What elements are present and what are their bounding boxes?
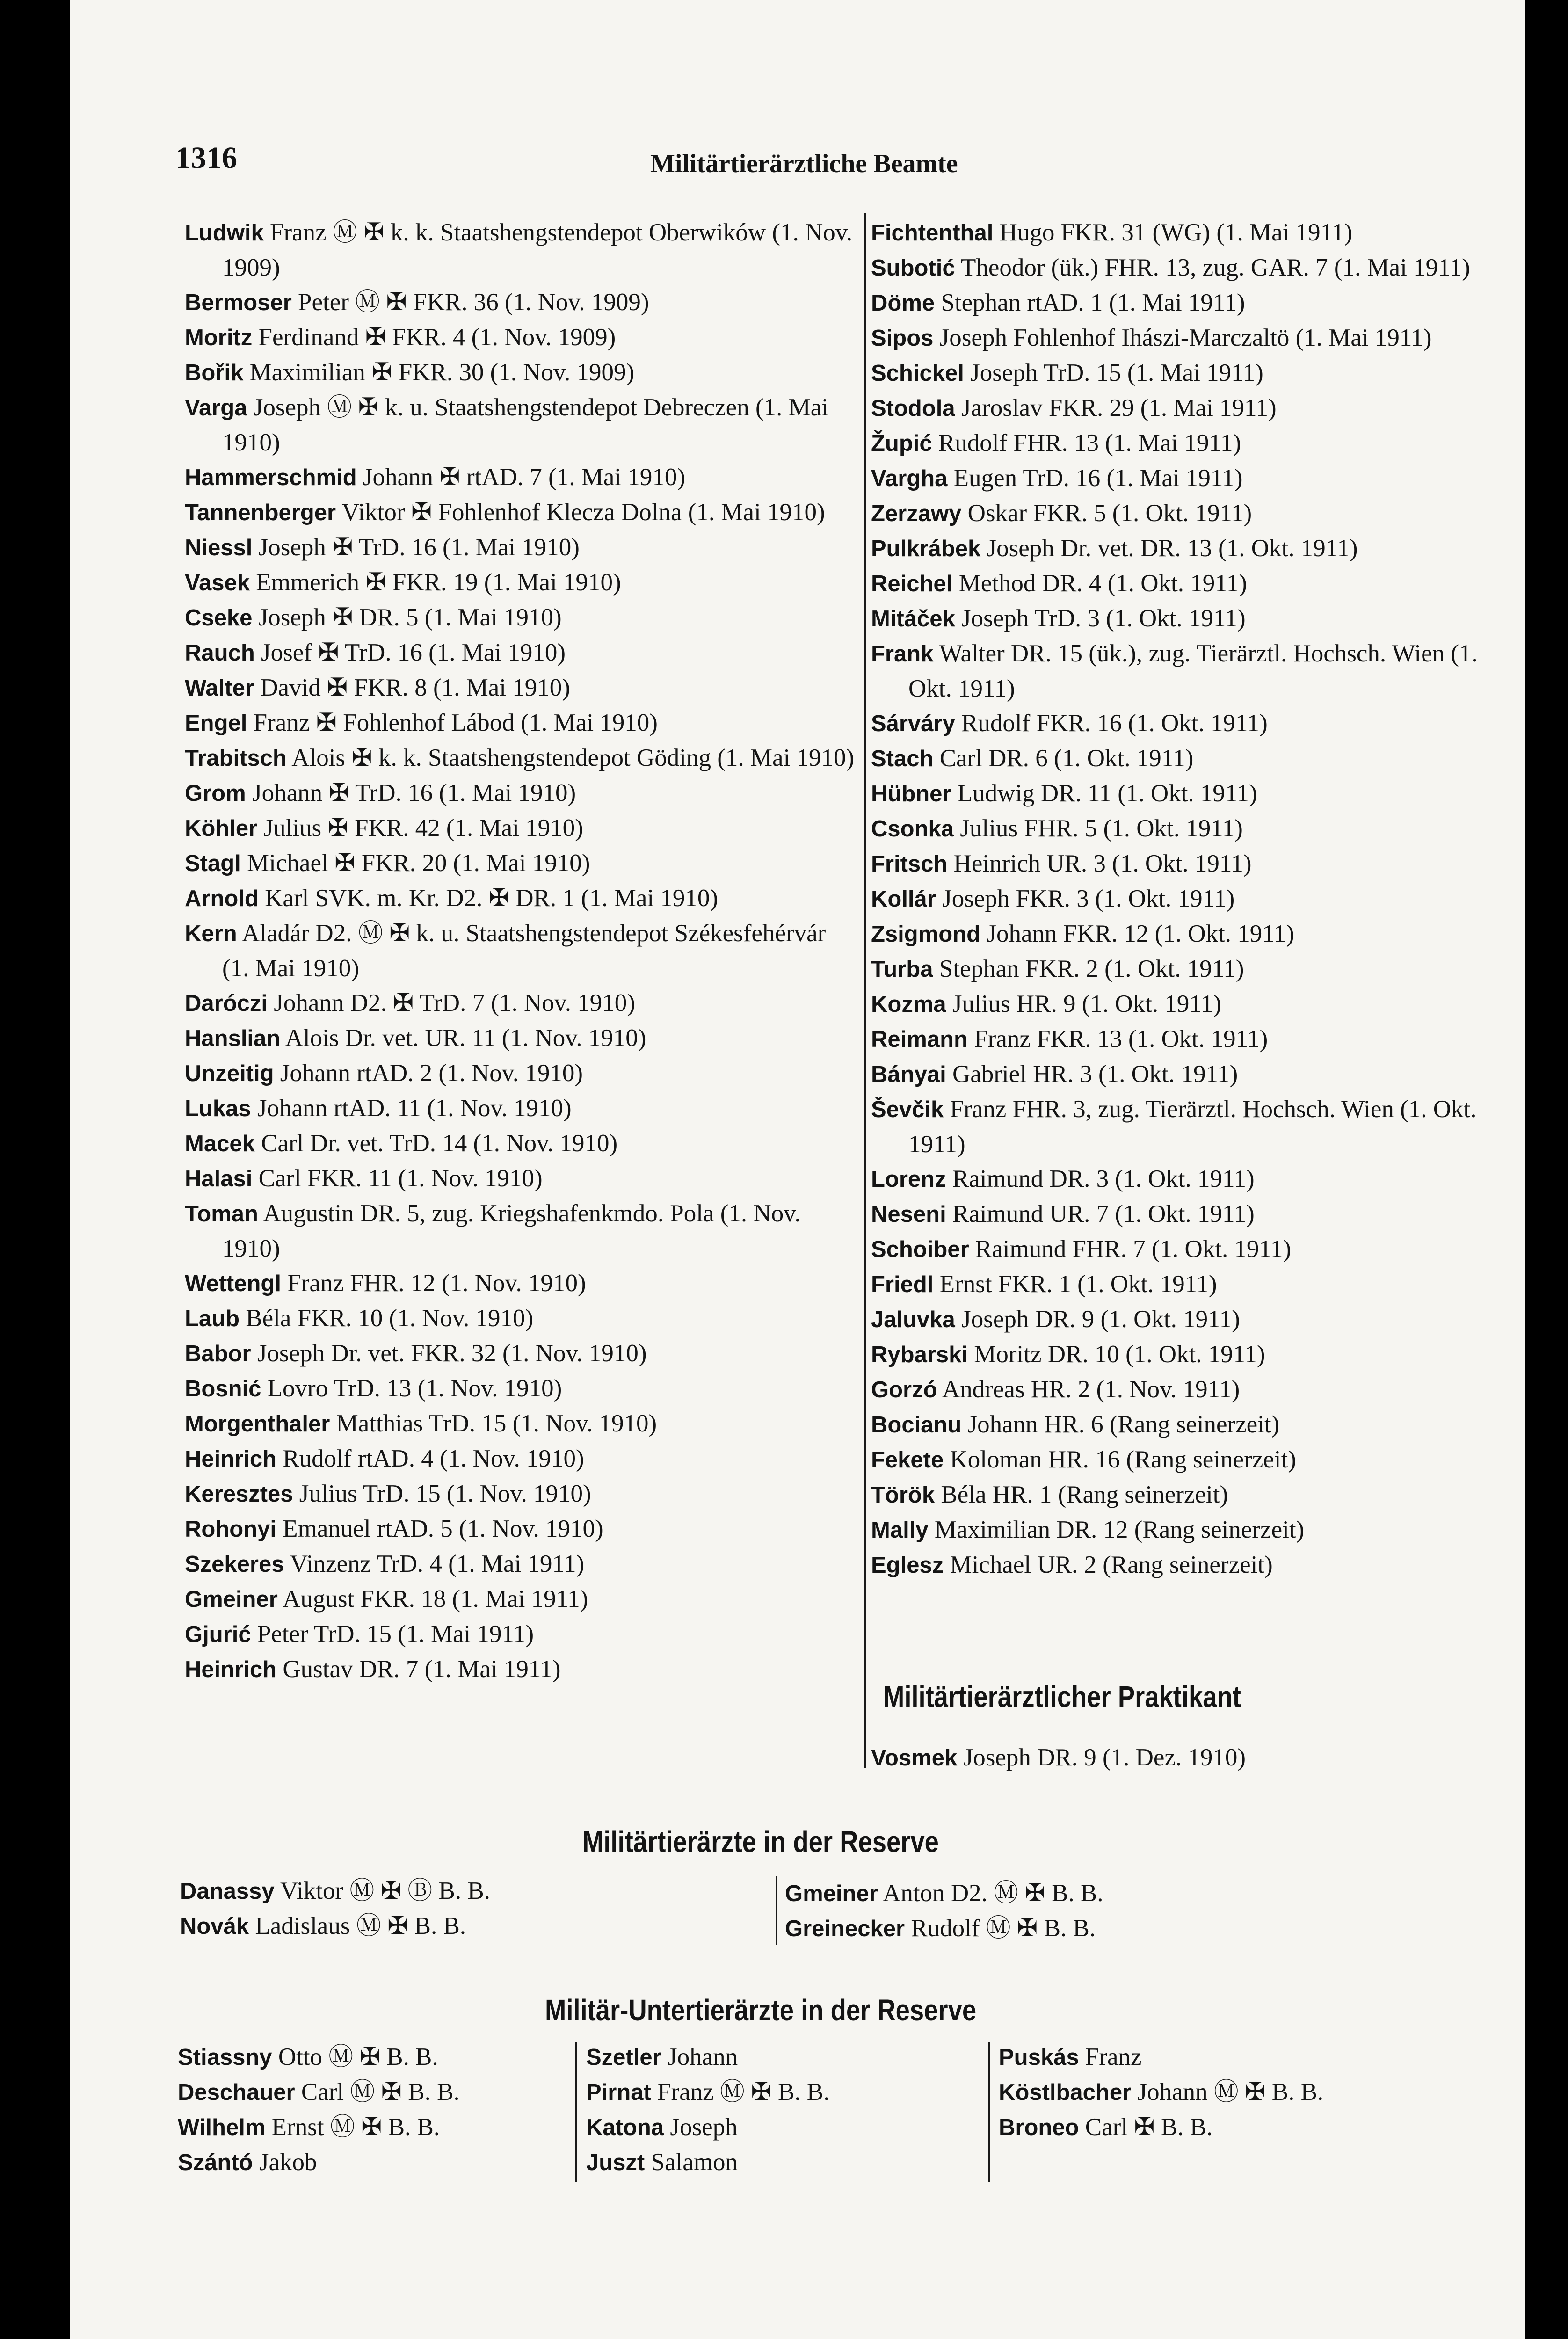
entry-details: Salamon (651, 2149, 738, 2176)
list-entry (185, 1371, 858, 1406)
entry-surname: Pirnat (586, 2080, 651, 2105)
list-entry (871, 1372, 1479, 1407)
list-entry (785, 1876, 1103, 1911)
entry-surname: Unzeitig (185, 1061, 274, 1086)
list-entry (871, 1197, 1479, 1232)
entry-details: Rudolf FHR. 13 (1. Mai 1911) (938, 429, 1241, 457)
list-entry (185, 1652, 858, 1687)
list-entry (185, 1056, 858, 1091)
list-entry (871, 566, 1479, 601)
entry-surname: Varga (185, 395, 247, 421)
unter-col1-list (178, 2040, 460, 2180)
entry-surname: Moritz (185, 325, 253, 350)
list-entry (871, 706, 1479, 741)
entry-details: Carl Dr. vet. TrD. 14 (1. Nov. 1910) (261, 1130, 618, 1157)
list-entry (185, 460, 858, 495)
entry-details: Béla HR. 1 (Rang seinerzeit) (941, 1481, 1228, 1508)
list-entry (185, 1476, 858, 1511)
unter-col3-list (999, 2040, 1354, 2145)
list-entry (871, 1092, 1479, 1162)
entry-surname: Hammerschmid (185, 465, 357, 490)
list-entry (785, 1911, 1103, 1946)
entry-surname: Halasi (185, 1166, 253, 1191)
list-entry (185, 215, 858, 285)
list-entry (185, 1266, 858, 1301)
list-entry (871, 952, 1479, 987)
entry-surname: Gorzó (871, 1377, 937, 1402)
list-entry (178, 2145, 460, 2180)
entry-surname: Reimann (871, 1027, 968, 1052)
entry-surname: Heinrich (185, 1446, 277, 1472)
list-entry (871, 461, 1479, 496)
entry-surname: Keresztes (185, 1482, 293, 1507)
list-entry (180, 1874, 490, 1909)
list-entry (185, 1126, 858, 1161)
entry-details: Eugen TrD. 16 (1. Mai 1911) (953, 465, 1243, 492)
entry-details: Koloman HR. 16 (Rang seinerzeit) (950, 1446, 1296, 1473)
entry-surname: Broneo (999, 2115, 1079, 2140)
entry-surname: Župić (871, 431, 932, 456)
list-entry (185, 881, 858, 916)
entry-details: Joseph DR. 9 (1. Dez. 1910) (963, 1744, 1246, 1771)
entry-details: Vinzenz TrD. 4 (1. Mai 1911) (290, 1550, 585, 1577)
list-entry (871, 356, 1479, 391)
entry-surname: Juszt (586, 2150, 645, 2175)
list-entry (185, 565, 858, 600)
entry-surname: Döme (871, 291, 935, 316)
entry-surname: Mally (871, 1518, 929, 1543)
list-entry (185, 320, 858, 355)
list-entry (871, 496, 1479, 531)
entry-surname: Zerzawy (871, 501, 962, 526)
list-entry (185, 390, 858, 460)
entry-details: Augustin DR. 5, zug. Kriegshafenkmdo. Pola (1. Nov. 1910) (222, 1200, 801, 1262)
list-entry (185, 1301, 858, 1336)
entry-surname: Grom (185, 781, 246, 806)
entry-surname: Fichtenthal (871, 220, 994, 246)
entry-details: Ernst FKR. 1 (1. Okt. 1911) (939, 1271, 1217, 1298)
list-entry (586, 2145, 829, 2180)
right-column (871, 215, 1479, 1583)
list-entry (999, 2040, 1354, 2075)
entry-surname: Sárváry (871, 711, 955, 736)
entry-details: Gabriel HR. 3 (1. Okt. 1911) (952, 1061, 1238, 1088)
list-entry (871, 916, 1479, 952)
entry-details: Joseph TrD. 3 (1. Okt. 1911) (961, 605, 1246, 632)
running-title: Militärtierärztliche Beamte (650, 149, 958, 178)
entry-details: Ferdinand ✠ FKR. 4 (1. Nov. 1909) (258, 324, 616, 351)
entry-surname: Csonka (871, 816, 954, 842)
entry-details: Method DR. 4 (1. Okt. 1911) (958, 570, 1247, 597)
entry-surname: Eglesz (871, 1553, 944, 1578)
entry-surname: Greinecker (785, 1916, 905, 1941)
entry-details: Rudolf rtAD. 4 (1. Nov. 1910) (283, 1445, 584, 1472)
entry-surname: Rybarski (871, 1342, 968, 1367)
list-entry (586, 2110, 829, 2145)
entry-details: Andreas HR. 2 (1. Nov. 1911) (942, 1376, 1240, 1403)
list-entry (185, 1441, 858, 1476)
entry-surname: Trabitsch (185, 746, 287, 771)
entry-surname: Reichel (871, 571, 953, 596)
list-entry (871, 776, 1479, 811)
entry-surname: Walter (185, 676, 254, 701)
entry-surname: Kern (185, 921, 237, 946)
entry-details: Joseph (670, 2114, 738, 2141)
list-entry (871, 1407, 1479, 1442)
entry-details: Joseph Dr. vet. FKR. 32 (1. Nov. 1910) (257, 1340, 647, 1367)
list-entry (586, 2075, 829, 2110)
entry-surname: Frank (871, 641, 934, 667)
entry-details: Franz FKR. 13 (1. Okt. 1911) (974, 1025, 1268, 1053)
entry-details: Lovro TrD. 13 (1. Nov. 1910) (267, 1375, 562, 1402)
entry-surname: Zsigmond (871, 922, 981, 947)
entry-surname: Szetler (586, 2045, 661, 2070)
list-entry (871, 1442, 1479, 1477)
list-entry (185, 1547, 858, 1582)
entry-details: Julius HR. 9 (1. Okt. 1911) (952, 990, 1222, 1017)
list-entry (185, 1511, 858, 1547)
entry-details: Franz Ⓜ ✠ k. k. Staatshengstendepot Oberwików (1. Nov. 1909) (222, 219, 853, 281)
entry-details: Theodor (ük.) FHR. 13, zug. GAR. 7 (1. Mai 1911) (960, 254, 1470, 281)
list-entry (871, 1512, 1479, 1547)
reserve-right-list (785, 1876, 1103, 1946)
entry-details: Moritz DR. 10 (1. Okt. 1911) (974, 1341, 1265, 1368)
unter-col2-list (586, 2040, 829, 2180)
entry-details: Rudolf FKR. 16 (1. Okt. 1911) (961, 710, 1268, 737)
entry-surname: Toman (185, 1201, 258, 1227)
entry-details: Ludwig DR. 11 (1. Okt. 1911) (957, 780, 1257, 807)
entry-surname: Engel (185, 711, 247, 736)
entry-surname: Jaluvka (871, 1307, 955, 1332)
entry-details: Gustav DR. 7 (1. Mai 1911) (283, 1656, 561, 1683)
entry-details: Viktor Ⓜ ✠ Ⓑ B. B. (280, 1877, 490, 1904)
entry-details: August FKR. 18 (1. Mai 1911) (283, 1585, 588, 1613)
entry-surname: Hübner (871, 781, 951, 806)
entry-details: Emanuel rtAD. 5 (1. Nov. 1910) (283, 1515, 603, 1542)
entry-details: Joseph Ⓜ ✠ k. u. Staatshengstendepot Debreczen (1. Mai 1910) (222, 394, 828, 456)
entry-details: Peter Ⓜ ✠ FKR. 36 (1. Nov. 1909) (298, 289, 649, 316)
entry-surname: Gmeiner (785, 1881, 878, 1906)
entry-surname: Morgenthaler (185, 1411, 330, 1437)
list-entry (871, 426, 1479, 461)
entry-surname: Sipos (871, 326, 934, 351)
entry-details: Joseph FKR. 3 (1. Okt. 1911) (942, 885, 1235, 912)
entry-details: Julius TrD. 15 (1. Nov. 1910) (299, 1480, 591, 1507)
list-entry (871, 1740, 1479, 1775)
entry-surname: Vasek (185, 570, 250, 596)
entry-details: Michael UR. 2 (Rang seinerzeit) (950, 1551, 1273, 1578)
entry-surname: Wettengl (185, 1271, 281, 1296)
list-entry (871, 811, 1479, 846)
unter-divider-1 (575, 2042, 577, 2182)
entry-details: Michael ✠ FKR. 20 (1. Mai 1910) (247, 850, 590, 877)
entry-surname: Stagl (185, 851, 241, 876)
entry-surname: Lorenz (871, 1167, 946, 1192)
entry-surname: Vargha (871, 466, 948, 491)
entry-details: Franz ✠ Fohlenhof Lábod (1. Mai 1910) (253, 709, 658, 736)
reserve-divider (776, 1876, 777, 1945)
list-entry (999, 2075, 1354, 2110)
praktikant-list (871, 1740, 1479, 1775)
list-entry (586, 2040, 829, 2075)
entry-surname: Bořik (185, 360, 244, 385)
list-entry (871, 846, 1479, 881)
entry-surname: Pulkrábek (871, 536, 981, 561)
page-number: 1316 (175, 141, 237, 175)
entry-surname: Vosmek (871, 1745, 958, 1771)
list-entry (185, 705, 858, 741)
list-entry (185, 1021, 858, 1056)
column-divider (864, 213, 866, 1768)
list-entry (185, 285, 858, 320)
entry-details: Rudolf Ⓜ ✠ B. B. (911, 1915, 1096, 1942)
entry-details: Oskar FKR. 5 (1. Okt. 1911) (967, 500, 1252, 527)
list-entry (871, 1547, 1479, 1583)
entry-details: Johann Ⓜ ✠ B. B. (1137, 2078, 1324, 2106)
list-entry (185, 1582, 858, 1617)
entry-details: David ✠ FKR. 8 (1. Mai 1910) (260, 674, 570, 701)
entry-surname: Bermoser (185, 290, 292, 315)
section-title-untertierarzte: Militär-Untertierärzte in der Reserve (545, 1993, 977, 2027)
entry-surname: Babor (185, 1341, 251, 1366)
entry-surname: Danassy (180, 1879, 275, 1904)
entry-surname: Ludwik (185, 220, 264, 246)
entry-surname: Novák (180, 1914, 249, 1939)
list-entry (871, 391, 1479, 426)
entry-surname: Cseke (185, 605, 253, 631)
section-title-reserve: Militärtierärzte in der Reserve (582, 1825, 939, 1859)
list-entry (185, 741, 858, 776)
entry-surname: Köstlbacher (999, 2080, 1132, 2105)
list-entry (185, 1091, 858, 1126)
entry-surname: Neseni (871, 1202, 946, 1227)
list-entry (185, 1336, 858, 1371)
entry-details: Peter TrD. 15 (1. Mai 1911) (257, 1620, 534, 1648)
list-entry (180, 1909, 490, 1944)
entry-details: Anton D2. Ⓜ ✠ B. B. (883, 1880, 1103, 1907)
entry-surname: Rohonyi (185, 1517, 276, 1542)
entry-surname: Niessl (185, 535, 253, 560)
entry-details: Johann rtAD. 2 (1. Nov. 1910) (280, 1060, 583, 1087)
entry-surname: Hanslian (185, 1026, 281, 1051)
entry-surname: Gjurić (185, 1622, 251, 1647)
list-entry (871, 881, 1479, 916)
entry-surname: Kollár (871, 886, 936, 912)
entry-details: Walter DR. 15 (ük.), zug. Tierärztl. Hochsch. Wien (1. Okt. 1911) (908, 640, 1478, 702)
entry-details: Stephan rtAD. 1 (1. Mai 1911) (941, 289, 1245, 316)
entry-details: Carl FKR. 11 (1. Nov. 1910) (258, 1165, 543, 1192)
list-entry (185, 670, 858, 705)
book-page (70, 0, 1525, 2339)
entry-details: Raimund DR. 3 (1. Okt. 1911) (952, 1165, 1255, 1192)
entry-surname: Fekete (871, 1447, 944, 1473)
list-entry (871, 601, 1479, 636)
entry-surname: Wilhelm (178, 2115, 266, 2140)
entry-surname: Stiassny (178, 2045, 272, 2070)
entry-surname: Ševčik (871, 1097, 944, 1122)
list-entry (185, 916, 858, 986)
entry-details: Franz FHR. 12 (1. Nov. 1910) (287, 1270, 586, 1297)
entry-details: Franz Ⓜ ✠ B. B. (657, 2078, 830, 2106)
list-entry (185, 635, 858, 670)
entry-details: Hugo FKR. 31 (WG) (1. Mai 1911) (999, 219, 1353, 246)
list-entry (185, 1617, 858, 1652)
entry-details: Carl Ⓜ ✠ B. B. (301, 2078, 460, 2106)
entry-surname: Szekeres (185, 1552, 284, 1577)
list-entry (185, 355, 858, 390)
list-entry (871, 1057, 1479, 1092)
entry-details: Franz FHR. 3, zug. Tierärztl. Hochsch. Wien (1. Okt. 1911) (908, 1096, 1477, 1158)
entry-surname: Stodola (871, 396, 955, 421)
entry-details: Otto Ⓜ ✠ B. B. (278, 2043, 438, 2070)
entry-surname: Gmeiner (185, 1587, 278, 1612)
entry-details: Franz (1085, 2043, 1142, 2070)
list-entry (185, 1406, 858, 1441)
entry-surname: Kozma (871, 992, 946, 1017)
entry-details: Joseph DR. 9 (1. Okt. 1911) (961, 1306, 1240, 1333)
entry-surname: Bányai (871, 1062, 946, 1087)
entry-details: Maximilian ✠ FKR. 30 (1. Nov. 1909) (249, 359, 635, 386)
entry-details: Ladislaus Ⓜ ✠ B. B. (255, 1912, 466, 1939)
entry-details: Carl ✠ B. B. (1085, 2114, 1213, 2141)
entry-details: Viktor ✠ Fohlenhof Klecza Dolna (1. Mai 1910) (341, 499, 825, 526)
list-entry (185, 530, 858, 565)
entry-surname: Arnold (185, 886, 259, 911)
entry-surname: Bocianu (871, 1412, 962, 1438)
list-entry (871, 1477, 1479, 1512)
reserve-left-list (180, 1874, 490, 1944)
entry-details: Aladár D2. Ⓜ ✠ k. u. Staatshengstendepot Székesfehérvár (1. Mai 1910) (222, 920, 826, 982)
entry-surname: Katona (586, 2115, 664, 2140)
entry-details: Johann D2. ✠ TrD. 7 (1. Nov. 1910) (274, 989, 635, 1017)
entry-details: Ernst Ⓜ ✠ B. B. (271, 2114, 440, 2141)
list-entry (871, 215, 1479, 250)
entry-surname: Friedl (871, 1272, 934, 1297)
entry-details: Carl DR. 6 (1. Okt. 1911) (939, 745, 1194, 772)
entry-details: Béla FKR. 10 (1. Nov. 1910) (246, 1305, 534, 1332)
list-entry (999, 2110, 1354, 2145)
entry-details: Jakob (259, 2149, 317, 2176)
list-entry (871, 1337, 1479, 1372)
list-entry (185, 495, 858, 530)
entry-surname: Lukas (185, 1096, 251, 1121)
entry-surname: Mitáček (871, 606, 955, 632)
entry-surname: Rauch (185, 640, 255, 666)
entry-surname: Heinrich (185, 1657, 277, 1682)
list-entry (871, 636, 1479, 706)
list-entry (871, 250, 1479, 285)
list-entry (871, 531, 1479, 566)
entry-details: Raimund UR. 7 (1. Okt. 1911) (952, 1200, 1255, 1228)
entry-details: Karl SVK. m. Kr. D2. ✠ DR. 1 (1. Mai 1910) (265, 885, 719, 912)
list-entry (871, 1302, 1479, 1337)
entry-details: Alois Dr. vet. UR. 11 (1. Nov. 1910) (285, 1024, 646, 1052)
list-entry (871, 741, 1479, 776)
entry-details: Josef ✠ TrD. 16 (1. Mai 1910) (261, 639, 566, 666)
entry-details: Johann rtAD. 11 (1. Nov. 1910) (257, 1095, 572, 1122)
list-entry (871, 285, 1479, 320)
entry-surname: Macek (185, 1131, 255, 1156)
entry-surname: Fritsch (871, 851, 948, 877)
entry-surname: Schoiber (871, 1237, 969, 1262)
entry-surname: Bosnić (185, 1376, 261, 1402)
list-entry (185, 1196, 858, 1266)
list-entry (871, 1232, 1479, 1267)
entry-surname: Schickel (871, 361, 964, 386)
list-entry (871, 1267, 1479, 1302)
entry-details: Heinrich UR. 3 (1. Okt. 1911) (953, 850, 1252, 877)
list-entry (871, 320, 1479, 356)
unter-divider-2 (988, 2042, 990, 2182)
entry-details: Johann HR. 6 (Rang seinerzeit) (967, 1411, 1280, 1438)
entry-surname: Puskás (999, 2045, 1079, 2070)
entry-details: Maximilian DR. 12 (Rang seinerzeit) (934, 1516, 1305, 1543)
entry-surname: Deschauer (178, 2080, 295, 2105)
entry-surname: Subotić (871, 255, 955, 281)
list-entry (178, 2075, 460, 2110)
list-entry (185, 811, 858, 846)
entry-details: Emmerich ✠ FKR. 19 (1. Mai 1910) (256, 569, 621, 596)
entry-details: Johann FKR. 12 (1. Okt. 1911) (987, 920, 1294, 947)
entry-surname: Szántó (178, 2150, 253, 2175)
entry-details: Johann ✠ TrD. 16 (1. Mai 1910) (252, 779, 576, 806)
entry-details: Joseph ✠ DR. 5 (1. Mai 1910) (258, 604, 562, 631)
entry-details: Jaroslav FKR. 29 (1. Mai 1911) (961, 394, 1277, 421)
entry-details: Julius ✠ FKR. 42 (1. Mai 1910) (263, 814, 583, 842)
entry-details: Matthias TrD. 15 (1. Nov. 1910) (336, 1410, 657, 1437)
list-entry (178, 2110, 460, 2145)
list-entry (178, 2040, 460, 2075)
list-entry (871, 987, 1479, 1022)
entry-details: Joseph Fohlenhof Ihászi-Marczaltö (1. Mai 1911) (939, 324, 1432, 351)
list-entry (185, 776, 858, 811)
entry-surname: Köhler (185, 816, 258, 841)
entry-details: Stephan FKR. 2 (1. Okt. 1911) (939, 955, 1244, 982)
section-title-praktikant: Militärtierärztlicher Praktikant (883, 1680, 1241, 1714)
list-entry (185, 986, 858, 1021)
entry-details: Joseph TrD. 15 (1. Mai 1911) (970, 359, 1263, 386)
list-entry (871, 1162, 1479, 1197)
entry-surname: Stach (871, 746, 934, 771)
entry-details: Johann ✠ rtAD. 7 (1. Mai 1910) (363, 464, 686, 491)
entry-surname: Turba (871, 957, 933, 982)
entry-details: Johann (667, 2043, 738, 2070)
entry-surname: Tannenberger (185, 500, 336, 525)
left-column (185, 215, 858, 1687)
entry-details: Raimund FHR. 7 (1. Okt. 1911) (975, 1235, 1292, 1263)
list-entry (185, 1161, 858, 1196)
entry-surname: Daróczi (185, 991, 268, 1016)
entry-surname: Laub (185, 1306, 240, 1331)
entry-details: Julius FHR. 5 (1. Okt. 1911) (960, 815, 1243, 842)
entry-surname: Török (871, 1482, 935, 1508)
entry-details: Joseph ✠ TrD. 16 (1. Mai 1910) (258, 534, 580, 561)
list-entry (871, 1022, 1479, 1057)
list-entry (185, 600, 858, 635)
entry-details: Joseph Dr. vet. DR. 13 (1. Okt. 1911) (987, 535, 1358, 562)
list-entry (185, 846, 858, 881)
entry-details: Alois ✠ k. k. Staatshengstendepot Göding (1. Mai 1910) (291, 744, 855, 771)
